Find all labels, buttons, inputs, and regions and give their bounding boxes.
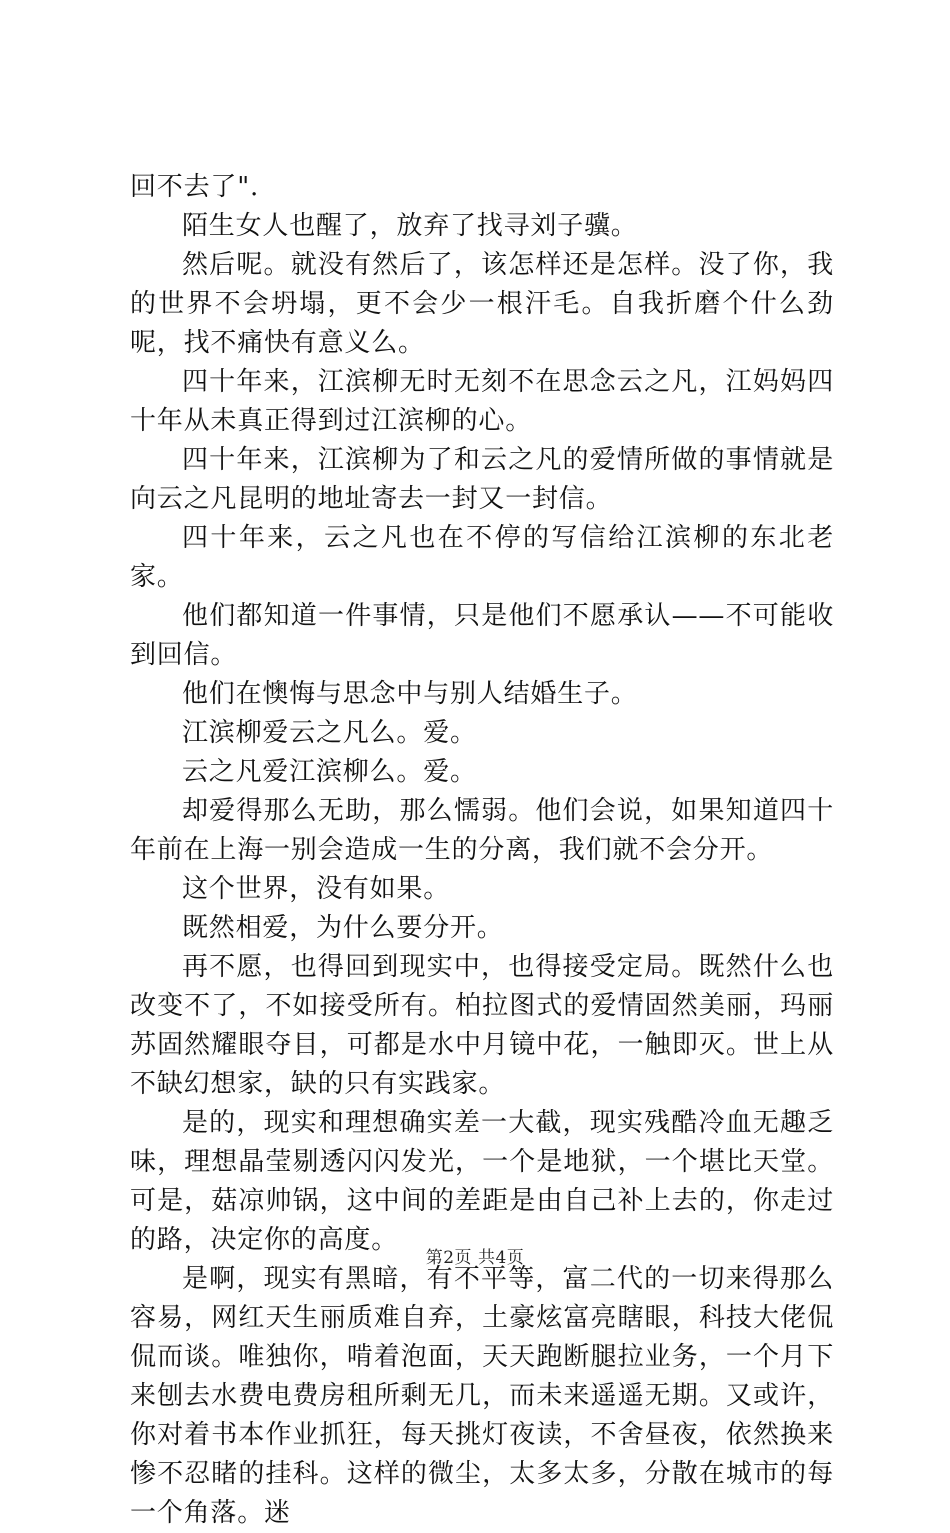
paragraph: 却爱得那么无助，那么懦弱。他们会说，如果知道四十年前在上海一别会造成一生的分离，我们就不会分开。 <box>130 796 834 865</box>
paragraph: 回不去了". <box>130 172 260 202</box>
paragraph: 陌生女人也醒了，放弃了找寻刘子骥。 <box>182 211 638 241</box>
paragraph: 是啊，现实有黑暗，有不平等，富二代的一切来得那么容易，网红天生丽质难自弃，土豪炫富亮瞎眼，科技大佬侃侃而谈。唯独你，啃着泡面，天天跑断腿拉业务，一个月下来刨去水费电费房租所剩无几，而未来遥遥无期。又或许，你对着书本作业抓狂，每天挑灯夜读，不舍昼夜，依然换来惨不忍睹的挂科。这样的微尘，太多太多，分散在城市的每一个角落。迷 <box>130 1264 834 1528</box>
paragraph: 是的，现实和理想确实差一大截，现实残酷冷血无趣乏味，理想晶莹剔透闪闪发光，一个是地狱，一个堪比天堂。可是，菇凉帅锅，这中间的差距是由自己补上去的，你走过的路，决定你的高度。 <box>130 1108 834 1255</box>
paragraph: 他们在懊悔与思念中与别人结婚生子。 <box>182 679 638 709</box>
document-body <box>130 168 834 1533</box>
paragraph: 四十年来，江滨柳无时无刻不在思念云之凡，江妈妈四十年从未真正得到过江滨柳的心。 <box>130 367 834 436</box>
paragraph: 这个世界，没有如果。 <box>182 874 451 904</box>
paragraph: 江滨柳爱云之凡么。爱。 <box>182 718 477 748</box>
paragraph: 他们都知道一件事情，只是他们不愿承认——不可能收到回信。 <box>130 601 834 670</box>
paragraph: 既然相爱，为什么要分开。 <box>182 913 504 943</box>
page-number-label: 第2页 共4页 <box>425 1248 525 1268</box>
paragraph: 再不愿，也得回到现实中，也得接受定局。既然什么也改变不了，不如接受所有。柏拉图式的爱情固然美丽，玛丽苏固然耀眼夺目，可都是水中月镜中花，一触即灭。世上从不缺幻想家，缺的只有实践家。 <box>130 952 834 1099</box>
paragraph: 四十年来，云之凡也在不停的写信给江滨柳的东北老家。 <box>130 523 834 592</box>
paragraph: 四十年来，江滨柳为了和云之凡的爱情所做的事情就是向云之凡昆明的地址寄去一封又一封信。 <box>130 445 834 514</box>
paragraph: 云之凡爱江滨柳么。爱。 <box>182 757 477 787</box>
paragraph: 然后呢。就没有然后了，该怎样还是怎样。没了你，我的世界不会坍塌，更不会少一根汗毛。自我折磨个什么劲呢，找不痛快有意义么。 <box>130 250 834 358</box>
page-footer <box>0 1243 950 1268</box>
